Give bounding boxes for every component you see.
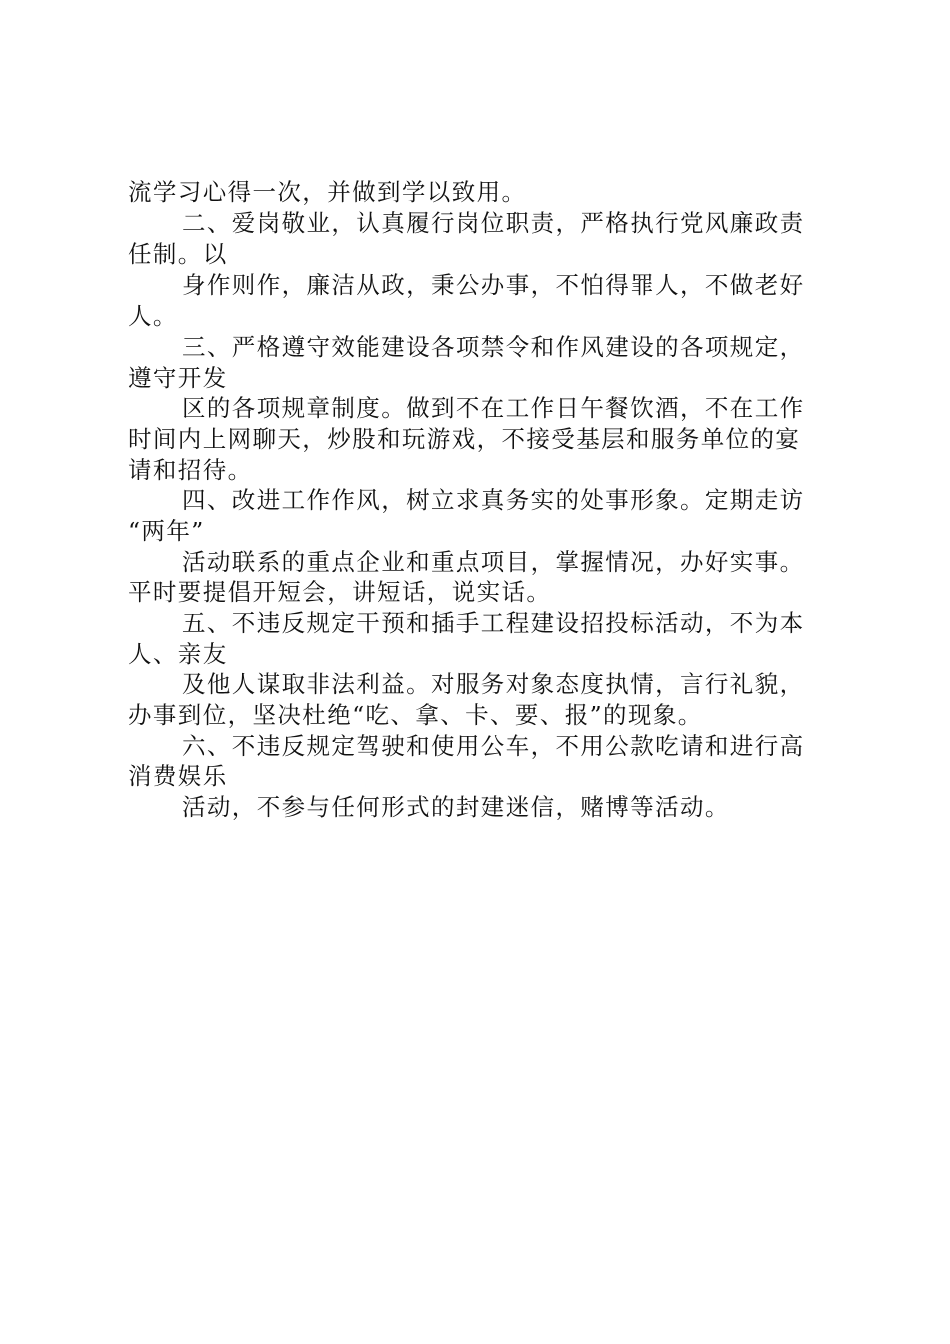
- text-line: 及他人谋取非法利益。对服务对象态度执情，言行礼貌，: [182, 670, 805, 698]
- text-line: 遵守开发: [128, 364, 228, 392]
- text-line: 四、改进工作作风，树立求真务实的处事形象。定期走访: [182, 486, 805, 514]
- text-line: “两年”: [128, 517, 205, 545]
- text-line: 二、爱岗敬业，认真履行岗位职责，严格执行党风廉政责: [182, 209, 805, 237]
- text-line: 时间内上网聊天，炒股和玩游戏，不接受基层和服务单位的宴: [128, 425, 801, 453]
- text-line: 办事到位，坚决杜绝“吃、拿、卡、要、报”的现象。: [128, 701, 703, 729]
- text-line: 三、严格遵守效能建设各项禁令和作风建设的各项规定，: [182, 333, 805, 361]
- text-line: 活动，不参与任何形式的封建迷信，赌博等活动。: [182, 793, 730, 821]
- text-line: 消费娱乐: [128, 762, 228, 790]
- text-line: 六、不违反规定驾驶和使用公车，不用公款吃请和进行高: [182, 732, 805, 760]
- text-line: 活动联系的重点企业和重点项目，掌握情况，办好实事。: [182, 548, 805, 576]
- text-line: 人、亲友: [128, 640, 228, 668]
- text-line: 任制。以: [128, 240, 228, 268]
- text-line: 请和招待。: [128, 456, 253, 484]
- text-line: 平时要提倡开短会，讲短话，说实话。: [128, 578, 552, 606]
- text-line: 流学习心得一次，并做到学以致用。: [128, 178, 527, 206]
- text-line: 五、不违反规定干预和插手工程建设招投标活动，不为本: [182, 609, 805, 637]
- text-line: 区的各项规章制度。做到不在工作日午餐饮酒，不在工作: [182, 394, 805, 422]
- text-line: 身作则作，廉洁从政，秉公办事，不怕得罪人，不做老好: [182, 271, 805, 299]
- text-line: 人。: [128, 302, 178, 330]
